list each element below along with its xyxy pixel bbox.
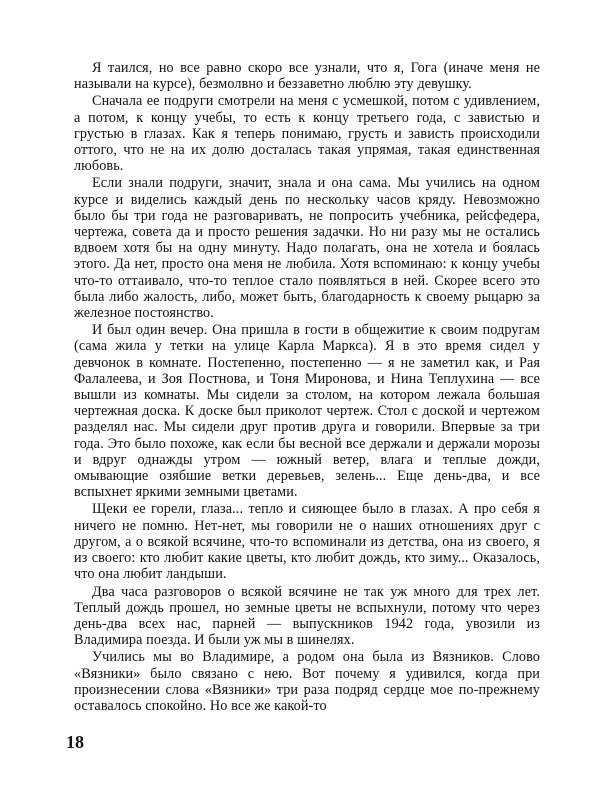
page-number: 18 bbox=[66, 732, 84, 752]
paragraph-2: Сначала ее подруги смотрели на меня с усмешкой, потом с удивлением, а потом, к концу учебы, то есть к концу третьего года, с завистью и грустью в глазах. Как я теперь понимаю, грусть и зависть происходили оттого, что не на их долю досталась такая упрямая, такая единственная любовь. bbox=[74, 93, 540, 175]
paragraph-1: Я таился, но все равно скоро все узнали, что я, Гога (иначе меня не называли на курсе), безмолвно и беззаветно люблю эту девушку. bbox=[74, 60, 540, 93]
paragraph-5: Щеки ее горели, глаза... тепло и сияющее было в глазах. А про себя я ничего не помню. Нет-нет, мы говорили не о наших отношениях друг с другом, а о всякой всячине, что-то вспоминали из детства, она из своего, я из своего: кто любит какие цветы, кто любит дождь, кто зиму... Оказалось, что она любит ландыши. bbox=[74, 501, 540, 583]
paragraph-4: И был один вечер. Она пришла в гости в общежитие к своим подругам (сама жила у тетки на улице Карла Маркса). Я в это время сидел у девчонок в комнате. Постепенно, постепенно — я не заметил как, и Рая Фалалеева, и Зоя Постнова, и Тоня Миронова, и Нина Теплухина — все вышли из комнаты. Мы сидели за столом, на котором лежала большая чертежная доска. К доске был приколот чертеж. Стол с доской и чертежом разделял нас. Мы сидели друг против друга и говорили. Впервые за три года. Это было похоже, как если бы весной все держали и держали морозы и вдруг однажды утром — южный ветер, влага и теплые дожди, омывающие озябшие ветки деревьев, зелень... Еще день-два, и все вспыхнет яркими земными цветами. bbox=[74, 322, 540, 501]
page-body bbox=[74, 60, 540, 714]
paragraph-3: Если знали подруги, значит, знала и она сама. Мы учились на одном курсе и виделись каждый день по нескольку часов кряду. Невозможно было бы три года не разговаривать, не попросить учебника, рейсфедера, чертежа, совета да и просто решения задачки. Но ни разу мы не остались вдвоем хотя бы на одну минуту. Надо полагать, она не хотела и боялась этого. Да нет, просто она меня не любила. Хотя вспоминаю: к концу учебы что-то оттаивало, что-то теплое стало появляться в ней. Скорее всего это была либо жалость, либо, может быть, благодарность к своему рыцарю за железное постоянство. bbox=[74, 175, 540, 322]
paragraph-7: Учились мы во Владимире, а родом она была из Вязников. Слово «Вязники» было связано с нею. Вот почему я удивился, когда при произнесении слова «Вязники» три раза подряд сердце мое по-прежнему оставалось спокойно. Но все же какой-то bbox=[74, 649, 540, 714]
paragraph-6: Два часа разговоров о всякой всячине не так уж много для трех лет. Теплый дождь прошел, но земные цветы не вспыхнули, потому что через день-два всех нас, парней — выпускников 1942 года, увозили из Владимира поезда. И были уж мы в шинелях. bbox=[74, 583, 540, 649]
